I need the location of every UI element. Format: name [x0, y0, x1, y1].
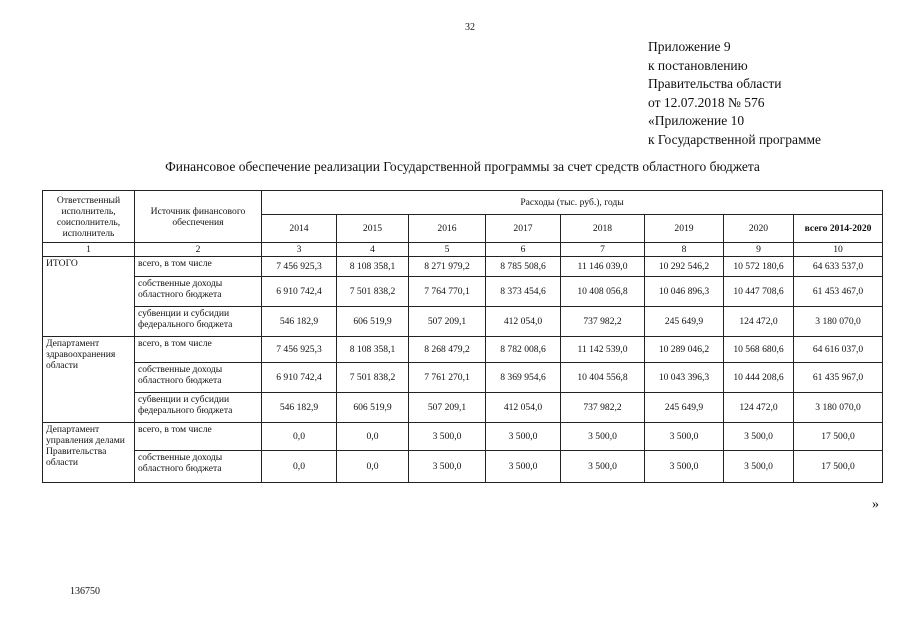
value-cell: 245 649,9	[645, 307, 724, 337]
appendix-line: от 12.07.2018 № 576	[648, 94, 765, 110]
header-source: Источник финансового обеспечения	[135, 191, 262, 243]
appendix-line: Правительства области	[648, 76, 782, 91]
value-cell: 7 501 838,2	[337, 363, 409, 393]
table-row	[43, 393, 883, 423]
closing-quote: »	[872, 497, 879, 512]
source-cell: всего, в том числе	[135, 257, 262, 277]
table-row	[43, 423, 883, 451]
source-cell: собственные доходы областного бюджета	[135, 451, 262, 483]
total-cell: 61 435 967,0	[794, 363, 883, 393]
value-cell: 245 649,9	[645, 393, 724, 423]
value-cell: 507 209,1	[409, 393, 486, 423]
header-year: 2018	[561, 215, 645, 243]
source-cell: всего, в том числе	[135, 337, 262, 363]
table-row	[43, 363, 883, 393]
value-cell: 6 910 742,4	[262, 277, 337, 307]
value-cell: 7 456 925,3	[262, 337, 337, 363]
page-number: 32	[465, 22, 475, 33]
value-cell: 546 182,9	[262, 393, 337, 423]
value-cell: 10 572 180,6	[724, 257, 794, 277]
value-cell: 737 982,2	[561, 307, 645, 337]
value-cell: 7 764 770,1	[409, 277, 486, 307]
value-cell: 10 046 896,3	[645, 277, 724, 307]
total-cell: 3 180 070,0	[794, 307, 883, 337]
document-title: Финансовое обеспечение реализации Государственной программы за счет средств областного бюджета	[165, 159, 760, 174]
value-cell: 3 500,0	[645, 451, 724, 483]
value-cell: 10 447 708,6	[724, 277, 794, 307]
table-row	[43, 451, 883, 483]
value-cell: 10 568 680,6	[724, 337, 794, 363]
value-cell: 0,0	[337, 451, 409, 483]
value-cell: 507 209,1	[409, 307, 486, 337]
table-row	[43, 337, 883, 363]
column-number: 8	[645, 243, 724, 257]
column-number: 3	[262, 243, 337, 257]
header-expenses: Расходы (тыс. руб.), годы	[262, 191, 883, 215]
source-cell: собственные доходы областного бюджета	[135, 363, 262, 393]
value-cell: 6 910 742,4	[262, 363, 337, 393]
column-number: 1	[43, 243, 135, 257]
appendix-line: к постановлению	[648, 57, 748, 73]
executor-cell: Департамент здравоохранения области	[43, 337, 135, 423]
value-cell: 3 500,0	[724, 451, 794, 483]
header-executor: Ответственный исполнитель, соисполнитель, исполнитель	[43, 191, 135, 243]
value-cell: 0,0	[262, 423, 337, 451]
header-year: 2020	[724, 215, 794, 243]
column-number: 5	[409, 243, 486, 257]
total-cell: 17 500,0	[794, 423, 883, 451]
executor-cell: Департамент управления делами Правительства области	[43, 423, 135, 483]
source-cell: субвенции и субсидии федерального бюджета	[135, 307, 262, 337]
value-cell: 7 501 838,2	[337, 277, 409, 307]
value-cell: 10 292 546,2	[645, 257, 724, 277]
value-cell: 3 500,0	[561, 451, 645, 483]
appendix-block	[648, 38, 821, 149]
value-cell: 8 271 979,2	[409, 257, 486, 277]
value-cell: 0,0	[262, 451, 337, 483]
value-cell: 8 268 479,2	[409, 337, 486, 363]
value-cell: 10 043 396,3	[645, 363, 724, 393]
value-cell: 7 456 925,3	[262, 257, 337, 277]
value-cell: 606 519,9	[337, 307, 409, 337]
column-number: 9	[724, 243, 794, 257]
value-cell: 7 761 270,1	[409, 363, 486, 393]
document-code: 136750	[70, 586, 100, 597]
value-cell: 3 500,0	[724, 423, 794, 451]
total-cell: 3 180 070,0	[794, 393, 883, 423]
value-cell: 3 500,0	[645, 423, 724, 451]
header-year: 2016	[409, 215, 486, 243]
value-cell: 8 785 508,6	[486, 257, 561, 277]
value-cell: 412 054,0	[486, 393, 561, 423]
header-year: 2015	[337, 215, 409, 243]
executor-cell: ИТОГО	[43, 257, 135, 337]
value-cell: 8 373 454,6	[486, 277, 561, 307]
header-year: 2014	[262, 215, 337, 243]
value-cell: 8 108 358,1	[337, 337, 409, 363]
value-cell: 0,0	[337, 423, 409, 451]
header-year: 2017	[486, 215, 561, 243]
column-number: 6	[486, 243, 561, 257]
total-cell: 64 616 037,0	[794, 337, 883, 363]
column-number: 4	[337, 243, 409, 257]
value-cell: 546 182,9	[262, 307, 337, 337]
table-row	[43, 307, 883, 337]
value-cell: 11 146 039,0	[561, 257, 645, 277]
appendix-line: «Приложение 10	[648, 113, 745, 128]
value-cell: 124 472,0	[724, 307, 794, 337]
value-cell: 124 472,0	[724, 393, 794, 423]
source-cell: собственные доходы областного бюджета	[135, 277, 262, 307]
source-cell: субвенции и субсидии федерального бюджета	[135, 393, 262, 423]
total-cell: 64 633 537,0	[794, 257, 883, 277]
value-cell: 10 444 208,6	[724, 363, 794, 393]
column-number-row	[43, 243, 883, 257]
value-cell: 3 500,0	[486, 451, 561, 483]
value-cell: 11 142 539,0	[561, 337, 645, 363]
value-cell: 10 289 046,2	[645, 337, 724, 363]
value-cell: 3 500,0	[486, 423, 561, 451]
value-cell: 606 519,9	[337, 393, 409, 423]
financing-table	[42, 190, 883, 483]
header-total: всего 2014-2020	[794, 215, 883, 243]
header-year: 2019	[645, 215, 724, 243]
appendix-line: к Государственной программе	[648, 131, 822, 147]
total-cell: 17 500,0	[794, 451, 883, 483]
value-cell: 3 500,0	[561, 423, 645, 451]
value-cell: 8 782 008,6	[486, 337, 561, 363]
value-cell: 412 054,0	[486, 307, 561, 337]
value-cell: 3 500,0	[409, 451, 486, 483]
value-cell: 3 500,0	[409, 423, 486, 451]
column-number: 10	[794, 243, 883, 257]
value-cell: 10 404 556,8	[561, 363, 645, 393]
total-cell: 61 453 467,0	[794, 277, 883, 307]
appendix-line: Приложение 9	[648, 39, 731, 54]
column-number: 7	[561, 243, 645, 257]
source-cell: всего, в том числе	[135, 423, 262, 451]
value-cell: 8 108 358,1	[337, 257, 409, 277]
table-row	[43, 277, 883, 307]
value-cell: 737 982,2	[561, 393, 645, 423]
table-row	[43, 257, 883, 277]
value-cell: 10 408 056,8	[561, 277, 645, 307]
value-cell: 8 369 954,6	[486, 363, 561, 393]
column-number: 2	[135, 243, 262, 257]
